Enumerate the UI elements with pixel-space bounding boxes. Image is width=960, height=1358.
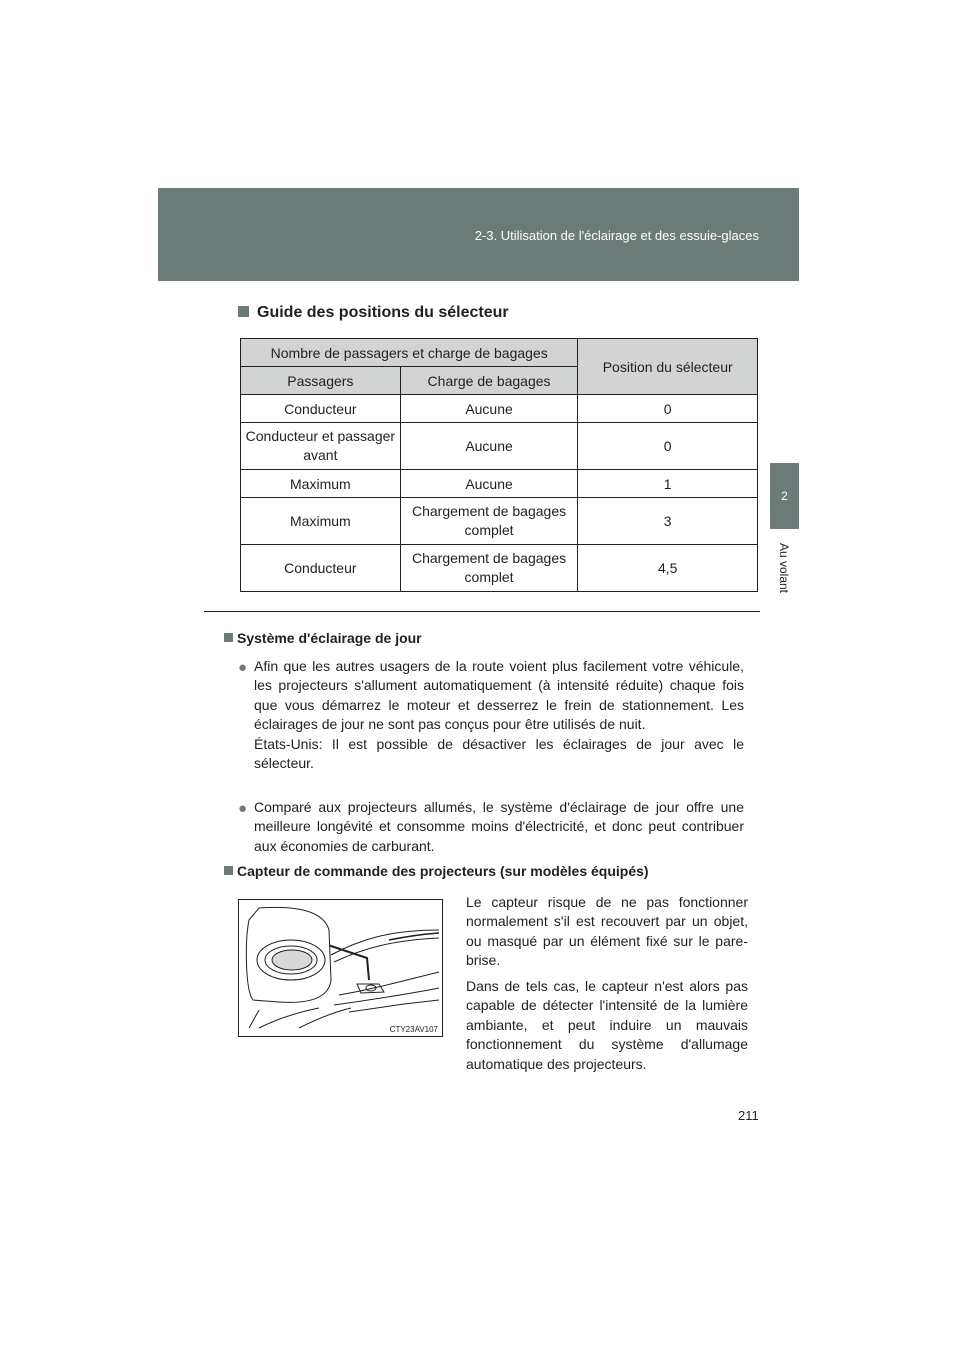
chapter-tab: 2: [770, 463, 799, 529]
chapter-label-text: Au volant: [777, 542, 792, 594]
table-row: [241, 395, 758, 423]
sensor-illustration: [238, 899, 443, 1037]
cell-passengers: Maximum: [241, 498, 401, 545]
cell-position: 4,5: [578, 545, 758, 592]
cell-passengers: Conducteur et passager avant: [241, 423, 401, 470]
cell-load: Aucune: [400, 470, 578, 498]
sensor-heading-text: Capteur de commande des projecteurs (sur modèles équipés): [237, 863, 649, 879]
table-row: [241, 470, 758, 498]
guide-title-text: Guide des positions du sélecteur: [257, 304, 509, 321]
selector-guide-table: [240, 338, 758, 592]
drl-bullet-1: [238, 657, 744, 773]
cell-position: 0: [578, 423, 758, 470]
cell-position: 1: [578, 470, 758, 498]
table-header-load: Charge de bagages: [400, 367, 578, 395]
circle-bullet-icon: ●: [238, 659, 248, 676]
cell-passengers: Conducteur: [241, 395, 401, 423]
drl-heading: [224, 630, 422, 646]
header-band: [158, 188, 799, 281]
circle-bullet-icon: ●: [238, 800, 248, 817]
table-group-header: Nombre de passagers et charge de bagages: [241, 339, 578, 367]
table-header-position: Position du sélecteur: [578, 339, 758, 395]
sensor-drawing: [239, 900, 442, 1036]
square-bullet-icon: [224, 633, 233, 642]
cell-passengers: Conducteur: [241, 545, 401, 592]
cell-load: Chargement de bagages complet: [400, 545, 578, 592]
square-bullet-icon: [238, 306, 249, 317]
cell-position: 3: [578, 498, 758, 545]
guide-title: [238, 304, 509, 322]
cell-position: 0: [578, 395, 758, 423]
sensor-heading: [224, 863, 649, 879]
table-header-passengers: Passagers: [241, 367, 401, 395]
sensor-paragraph-2: Dans de tels cas, le capteur n'est alors pas capable de détecter l'intensité de la lumière ambiante, et peut induire un mauvais fonctionnement du système d'allumage automatique des projecteurs.: [466, 978, 748, 1072]
drl-bullet-1-note: États-Unis: Il est possible de désactiver les éclairages de jour avec le sélecteur.: [254, 735, 744, 772]
cell-load: Aucune: [400, 423, 578, 470]
table-row: [241, 545, 758, 592]
cell-passengers: Maximum: [241, 470, 401, 498]
square-bullet-icon: [224, 866, 233, 875]
drl-bullet-2: [238, 798, 744, 856]
section-title: 2-3. Utilisation de l'éclairage et des essuie-glaces: [474, 228, 759, 243]
chapter-label: [770, 533, 799, 603]
page-number: 211: [738, 1108, 759, 1123]
sensor-paragraph-1: Le capteur risque de ne pas fonctionner normalement s'il est recouvert par un objet, ou masqué par un élément fixé sur le pare-brise.: [466, 894, 748, 969]
drl-bullet-1-text: Afin que les autres usagers de la route voient plus facilement votre véhicule, les projecteurs s'allument automatiquement (à intensité réduite) chaque fois que vous démarrez le moteur et desserrez le frein de stationnement. Les éclairages de jour ne sont pas conçus pour être utilisés de nuit.: [254, 658, 744, 733]
table-row: [241, 423, 758, 470]
cell-load: Aucune: [400, 395, 578, 423]
drl-bullet-2-text: Comparé aux projecteurs allumés, le système d'éclairage de jour offre une meilleure longévité et consomme moins d'électricité, et donc peut contribuer aux économies de carburant.: [254, 799, 744, 854]
cell-load: Chargement de bagages complet: [400, 498, 578, 545]
section-divider: [204, 611, 760, 612]
figure-code: CTY23AV107: [389, 1025, 438, 1034]
table-row: [241, 498, 758, 545]
drl-heading-text: Système d'éclairage de jour: [237, 630, 422, 646]
